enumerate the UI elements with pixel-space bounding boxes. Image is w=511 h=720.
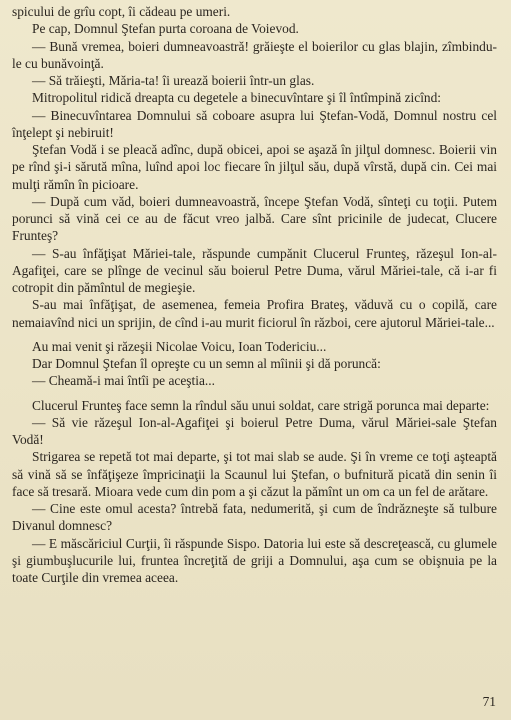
paragraph: Pe cap, Domnul Ştefan purta coroana de Voievod. (32, 21, 299, 37)
paragraph: — Bună vremea, boieri dumneavoastră! grăieşte el boierilor cu glas blajin, zîmbindu-le cu bunăvoinţă. (12, 38, 497, 71)
paragraph: — Să vie răzeşul Ion-al-Agafiţei şi boierul Petre Duma, vărul Măriei-sale Ştefan Vodă! (12, 414, 497, 447)
paragraph: Strigarea se repetă tot mai departe, şi tot mai slab se aude. Şi în vreme ce toţi aşteaptă să vină să se înfăţişeze împricinaţii la Scaunul lui Ştefan, o bufnitură picată din senin îi face să tresară. Mioara vede cum din pom a şi căzut la pămînt un om ca un fel de arătare. (12, 449, 497, 499)
paragraph: Clucerul Frunteş face semn la rîndul său unui soldat, care strigă porunca mai departe: (32, 397, 490, 413)
paragraph: — E măscăriciul Curţii, îi răspunde Sispo. Datoria lui este să descreţească, cu glumele şi giumbuşlucurile lui, fruntea încreţită de griji a Domnului, aşa cum se obişnuia pe la toate Curţile din vremea aceea. (12, 535, 497, 585)
paragraph: — Să trăieşti, Măria-ta! îi urează boierii într-un glas. (32, 73, 315, 88)
page-number: 71 (482, 694, 496, 709)
paragraph: — S-au înfăţişat Măriei-tale, răspunde cumpănit Clucerul Frunteş, răzeşul Ion-al-Agafiţei, care se plînge de vecinul său boierul Petre Duma, vărul Măriei-tale, că i-ar fi cotropit din pămîntul de megieşie. (12, 245, 497, 295)
paragraph: Ştefan Vodă i se pleacă adînc, după obicei, apoi se aşază în jilţul domnesc. Boierii vin pe rînd şi-i sărută mîna, luînd apoi loc fiecare în jilţul său, după vîrstă, după cin. Cei mai mulţi rămîn în picioare. (12, 142, 497, 192)
paragraph: — După cum văd, boieri dumneavoastră, începe Ştefan Vodă, sînteţi cu toţii. Putem porunci să vină cei ce au de făcut vreo jalbă. Care sînt pricinile de judecat, Clucere Frunteş? (12, 193, 497, 244)
paragraph: Dar Domnul Ştefan îl opreşte cu un semn al mîinii şi dă poruncă: (32, 356, 381, 371)
paragraph: Au mai venit şi răzeşii Nicolae Voicu, Ioan Todericiu... (32, 338, 327, 354)
paragraph: — Cheamă-i mai întîi pe aceştia... (32, 373, 215, 389)
paragraph: — Cine este omul acesta? întrebă fata, nedumerită, şi cum de îndrăzneşte să tulbure Divanul domnesc? (12, 501, 497, 534)
paragraph: Mitropolitul ridică dreapta cu degetele a binecuvîntare şi îl întîmpină zicînd: (32, 90, 442, 106)
paragraph: — Binecuvîntarea Domnului să coboare asupra lui Ştefan-Vodă, Domnul nostru cel înţelept şi nebiruit! (12, 107, 497, 140)
paragraph: S-au mai înfăţişat, de asemenea, femeia Profira Brateş, văduvă cu o copilă, care nemaiavînd nici un sprijin, de cînd i-au murit ficiorul în război, cere ajutorul Măriei-tale... (12, 297, 497, 330)
page-text (12, 3, 497, 586)
paragraph: spicului de grîu copt, îi cădeau pe umeri. (12, 4, 231, 19)
